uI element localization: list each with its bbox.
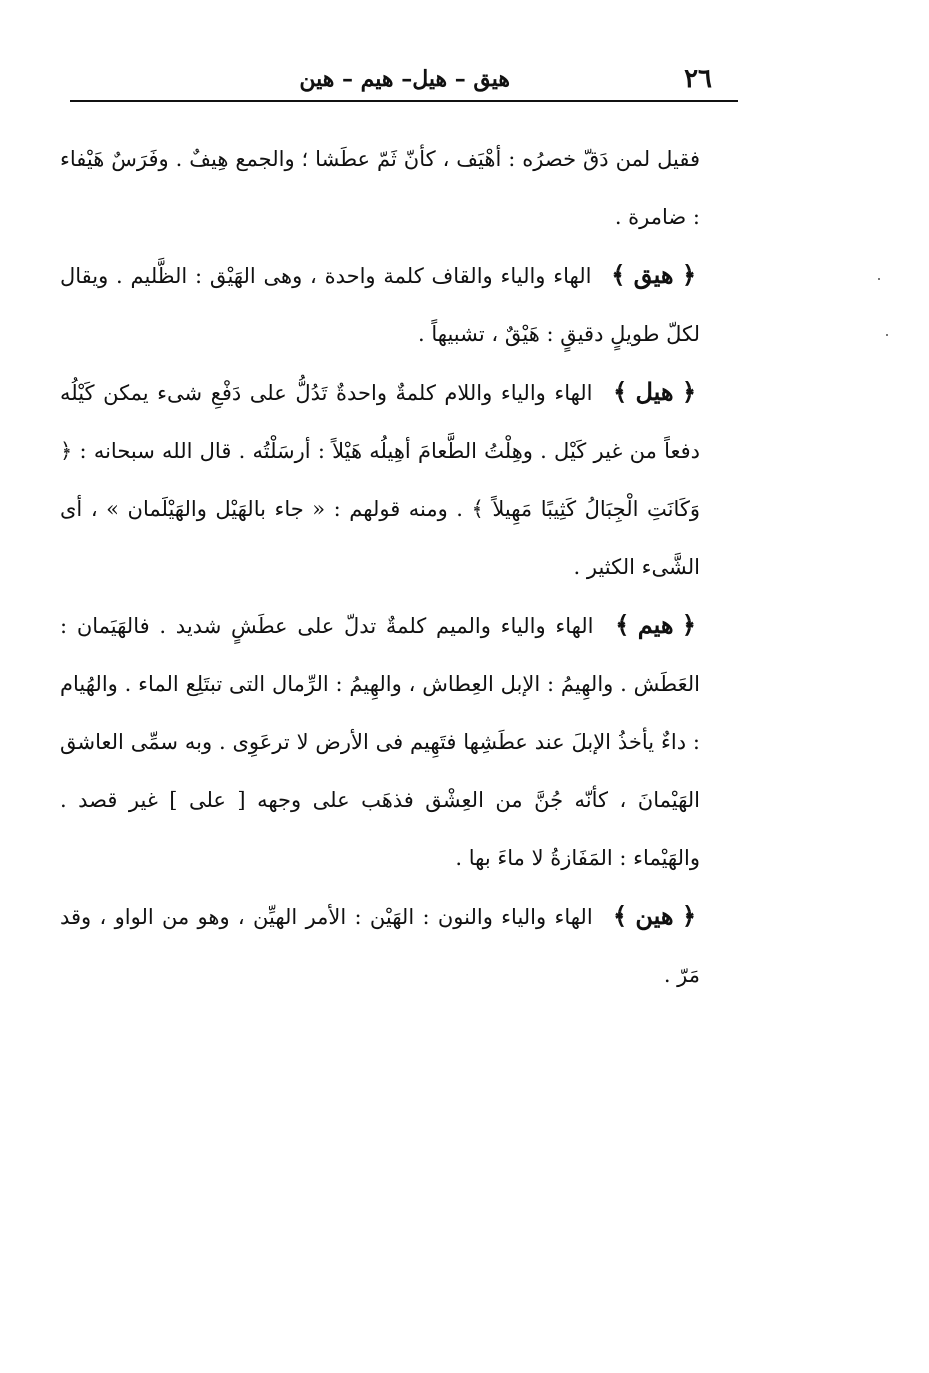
header-rule — [70, 100, 738, 102]
headword-text: هين — [635, 901, 674, 930]
entry-text: الهاء والياء والقاف كلمة واحدة ، وهى الهَيْق : الظَّليم . ويقال لكلّ طويلٍ دقيقٍ : هَيْقٌ ، تشبيهاً . — [60, 264, 700, 346]
paragraph-continuation — [60, 130, 700, 246]
headword-text: هيم — [637, 610, 674, 639]
open-bracket: ﴿ — [681, 377, 696, 406]
open-bracket: ﴿ — [681, 260, 696, 289]
entry-headword — [607, 246, 700, 304]
entry-text: الهاء والياء واللام كلمةٌ واحدةٌ تَدُلُّ على دَفْعِ شىء يمكن كَيْلُه دفعاً من غير كَيْل . وهِلْتُ الطَّعامَ أهِيلُه هَيْلاً : أرسَلْتُه . قال الله سبحانه : ﴿ وَكَانَتِ الْجِبَالُ كَثِيبًا مَهِيلاً ﴾ . ومنه قولهم : « جاء بالهَيْل والهَيْلَمان » ، أى الشَّىء الكثير . — [60, 381, 700, 579]
page-number: ٢٦ — [684, 64, 712, 94]
entry-hyn — [60, 887, 700, 1004]
close-bracket: ﴾ — [613, 377, 628, 406]
entry-hym — [60, 596, 700, 887]
entry-hyl — [60, 363, 700, 596]
entry-text: الهاء والياء والميم كلمةٌ تدلّ على عطَشٍ شديد . فالهَيَمان : العَطَش . والهِيمُ : الإبل العِطاش ، والهِيمُ : الرِّمال التى تبتَلِع الماء . والهُيام : داءٌ يأخذُ الإبلَ عند عطَشِها فتَهِيم فى الأرض لا ترعَوِى . وبه سمِّى العاشق الهَيْمانَ ، كأنّه جُنَّ من العِشْق فذهَب على وجهه [ على ] غير قصد . والهَيْماء : المَفَازةُ لا ماءَ بها . — [60, 614, 700, 870]
body-text — [60, 130, 700, 1004]
running-title: هيق – هيل– هيم – هين — [299, 66, 510, 92]
entry-hyq — [60, 246, 700, 363]
entry-headword — [611, 596, 700, 654]
close-bracket: ﴾ — [612, 901, 628, 930]
open-bracket: ﴿ — [681, 610, 696, 639]
headword-text: هيل — [635, 377, 674, 406]
open-bracket: ﴿ — [681, 901, 696, 930]
page-header — [70, 60, 730, 100]
paragraph-text: فقيل لمن دَقّ خصرُه : أهْيَف ، كأنّ ثَمّ عطَشا ؛ والجمع هِيفٌ . وفَرَسٌ هَيْفاء : ضامرة . — [60, 147, 700, 229]
close-bracket: ﴾ — [611, 260, 626, 289]
close-bracket: ﴾ — [615, 610, 630, 639]
headword-text: هيق — [633, 260, 674, 289]
entry-text: الهاء والياء والنون : الهَيْن : الأمر الهيِّن ، وهو من الواو ، وقد مَرّ . — [60, 905, 700, 987]
scan-speck — [886, 334, 888, 336]
entry-headword — [609, 887, 700, 945]
scan-speck — [878, 278, 880, 280]
entry-headword — [609, 363, 700, 421]
